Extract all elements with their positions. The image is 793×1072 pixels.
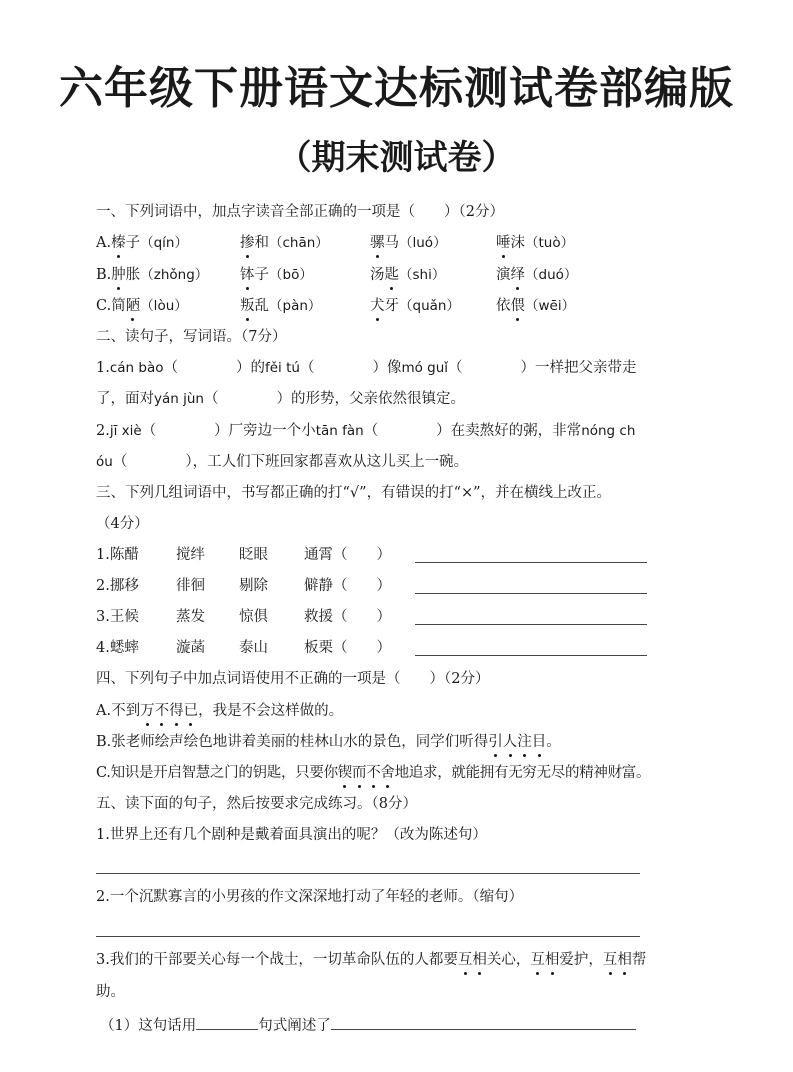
dotted-char: 互 [458, 949, 473, 971]
answer-line[interactable] [96, 936, 640, 937]
dotted-char: 舍 [380, 762, 394, 784]
word-part: 简 [111, 298, 126, 314]
q1-word-item [240, 232, 329, 254]
q3-word: 救援（ ） [304, 609, 391, 625]
sentence-part: 帮 [631, 952, 647, 968]
q3-word: 蒸发 [176, 609, 205, 625]
pinyin: （tuò） [525, 235, 575, 251]
q2-line-4: óu（ ），工人们下班回家都喜欢从这儿买上一碗。 [96, 454, 469, 470]
pinyin: （zhǒng） [140, 267, 209, 283]
dotted-char: 人 [503, 731, 518, 753]
q2-heading: 二、读句子，写词语。（7分） [96, 329, 287, 345]
word-part: 演 [496, 267, 511, 283]
q2-line-3: 2.jī xiè（ ）厂旁边一个小tān fàn（ ）在卖熬好的粥，非常nóng ch [96, 423, 636, 439]
q2-line-1: 1.cán bào（ ）的fěi tú（ ）像mó guǐ（ ）一样把父亲带走 [96, 360, 637, 376]
dotted-char: 而 [352, 762, 366, 784]
q3-word: 僻静（ ） [304, 578, 391, 594]
answer-line[interactable] [96, 873, 640, 874]
correction-line[interactable] [415, 624, 647, 625]
fill-blank[interactable] [196, 1013, 258, 1030]
dotted-char: 陋 [126, 295, 141, 317]
dotted-char: 锲 [338, 762, 352, 784]
dotted-char: 叛 [240, 295, 255, 317]
sentence-part: 3.我们的干部要关心每一个战士，一切革命队伍的人都要 [96, 952, 458, 968]
dotted-char: 偎 [511, 295, 526, 317]
pinyin: （duó） [525, 267, 578, 283]
q1-word-item [96, 295, 188, 317]
correction-line[interactable] [415, 562, 647, 563]
q4-option-b [96, 731, 561, 753]
pinyin: （pàn） [269, 298, 322, 314]
q1-word-item [96, 232, 188, 254]
q5-sentence-1: 1.世界上还有几个剧种是戴着面具演出的呢？（改为陈述句） [96, 827, 487, 843]
q1-word-item [496, 264, 577, 286]
q2-line-2: 了，面对yán jùn（ ）的形势，父亲依然很镇定。 [96, 391, 465, 407]
option-text: B.张老师绘声绘色地讲着美丽的桂林山水的景色，同学们听得 [96, 734, 489, 750]
dotted-char: 得 [169, 700, 184, 722]
word-part: 子 [254, 267, 269, 283]
word-part: 依 [496, 298, 511, 314]
pinyin: （shi） [399, 267, 446, 283]
dotted-char: 已 [184, 700, 199, 722]
word-part: 子 [125, 235, 141, 251]
dotted-char: 注 [517, 731, 532, 753]
word-part: 牙 [384, 298, 399, 314]
word-part: 沫 [510, 235, 525, 251]
dotted-char: 唾 [496, 232, 511, 254]
q4-option-c [96, 762, 650, 784]
q5-heading: 五、读下面的句子，然后按要求完成练习。（8分） [96, 796, 417, 812]
q5-sentence-3-cont: 助。 [96, 984, 125, 1000]
q3-heading: 三、下列几组词语中，书写都正确的打“√”，有错误的打“×”，并在横线上改正。 [96, 485, 612, 501]
q1-word-item [370, 295, 460, 317]
q1-heading: 一、下列词语中，加点字读音全部正确的一项是（ ）（2分） [96, 204, 504, 220]
dotted-char: 榛 [111, 232, 126, 254]
pinyin: （wēi） [525, 298, 576, 314]
q1-word-item [496, 232, 574, 254]
pinyin: （bō） [269, 267, 313, 283]
q3-word: 2.挪移 [96, 578, 139, 594]
q4-heading: 四、下列句子中加点词语使用不正确的一项是（ ）（2分） [96, 671, 490, 687]
dotted-char: 掺 [240, 232, 255, 254]
q3-word: 漩菡 [176, 640, 205, 656]
q4-option-a [96, 700, 343, 722]
q5-sub-1: （1）这句话用 句式阐述了 [100, 1013, 636, 1035]
word-part: 汤 [370, 267, 385, 283]
dotted-char: 互 [603, 949, 618, 971]
option-label: C. [96, 298, 112, 314]
correction-line[interactable] [415, 655, 647, 656]
q1-word-item [496, 295, 575, 317]
dotted-char: 不 [366, 762, 380, 784]
pinyin: （chān） [269, 235, 329, 251]
q3-word: 眨眼 [239, 547, 268, 563]
option-label: A. [96, 235, 112, 251]
q1-word-item [240, 295, 321, 317]
pinyin: （lòu） [140, 298, 188, 314]
dotted-char: 引 [488, 731, 503, 753]
word-part: 乱 [254, 298, 269, 314]
word-part: 和 [254, 235, 269, 251]
option-text: ，我是不会这样做的。 [198, 703, 344, 719]
dotted-char: 匙 [385, 264, 400, 286]
option-text: C.知识是开启智慧之门的钥匙，只要你 [96, 765, 338, 781]
option-text: 。 [546, 734, 561, 750]
q3-word: 4.蟋蟀 [96, 640, 139, 656]
word-part: 胀 [125, 267, 141, 283]
pinyin: （luó） [399, 235, 447, 251]
dotted-char: 不 [155, 700, 170, 722]
q3-word: 通霄（ ） [304, 547, 391, 563]
q3-word: 3.王候 [96, 609, 139, 625]
dotted-char: 相 [472, 949, 487, 971]
q3-word: 泰山 [239, 640, 268, 656]
dotted-char: 相 [545, 949, 560, 971]
correction-line[interactable] [415, 593, 647, 594]
q1-word-item [370, 232, 447, 254]
q3-word: 徘徊 [176, 578, 205, 594]
dotted-char: 犬 [370, 295, 385, 317]
dotted-char: 目 [532, 731, 547, 753]
page-subtitle: （期末测试卷） [277, 138, 516, 178]
option-text: A.不到 [96, 703, 141, 719]
option-text: 地追求，就能拥有无穷无尽的精神财富。 [394, 765, 651, 781]
sentence-part: 爱护， [559, 952, 603, 968]
q3-word: 1.陈醋 [96, 547, 139, 563]
option-label: B. [96, 267, 112, 283]
page-title: 六年级下册语文达标测试卷部编版 [59, 63, 734, 114]
q1-word-item [96, 264, 208, 286]
q1-word-item [370, 264, 445, 286]
dotted-char: 绎 [511, 264, 526, 286]
q3-word: 惊俱 [239, 609, 268, 625]
dotted-char: 骡 [370, 232, 385, 254]
q3-score: （4分） [96, 516, 149, 532]
q3-word: 搅绊 [176, 547, 205, 563]
dotted-char: 肿 [111, 264, 126, 286]
q3-word: 板栗（ ） [304, 640, 391, 656]
q3-word: 剔除 [239, 578, 268, 594]
fill-blank[interactable] [331, 1013, 636, 1030]
pinyin: （qín） [140, 235, 188, 251]
word-part: 马 [384, 235, 399, 251]
pinyin: （quǎn） [399, 298, 460, 314]
q5-sentence-3 [96, 949, 646, 971]
dotted-char: 互 [530, 949, 545, 971]
q5-sentence-2: 2.一个沉默寡言的小男孩的作文深深地打动了年轻的老师。（缩句） [96, 889, 524, 905]
sentence-part: 关心， [486, 952, 531, 968]
dotted-char: 钵 [240, 264, 255, 286]
dotted-char: 相 [617, 949, 632, 971]
q1-word-item [240, 264, 313, 286]
dotted-char: 万 [140, 700, 155, 722]
